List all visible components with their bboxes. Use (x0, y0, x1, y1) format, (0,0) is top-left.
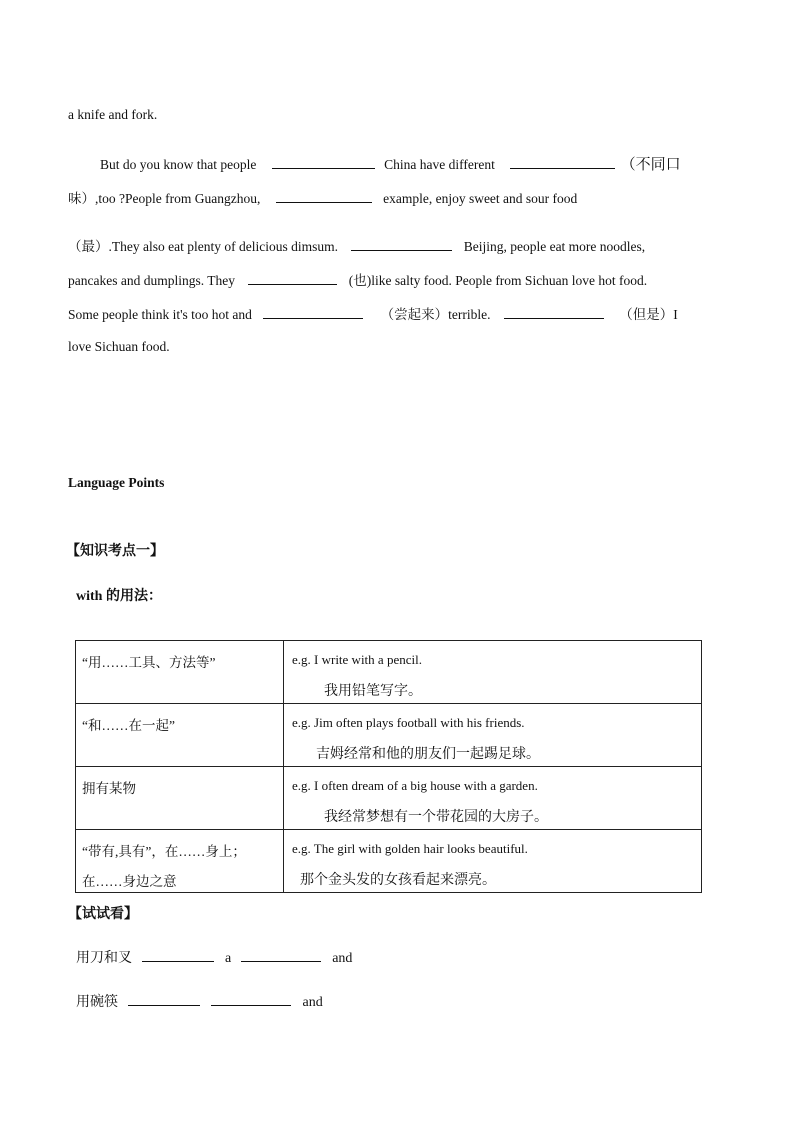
passage-text: 味）,too ?People from Guangzhou, (68, 191, 261, 206)
fill-blank[interactable] (276, 190, 372, 203)
usage-example-cell (284, 641, 702, 704)
table-row (76, 830, 702, 893)
passage-text: pancakes and dumplings. They (68, 273, 235, 288)
fill-blank[interactable] (510, 156, 615, 169)
passage-line-7 (68, 340, 170, 354)
passage-text: But do you know that people (100, 157, 257, 172)
usage-example-cell (284, 704, 702, 767)
usage-meaning-cell (76, 704, 284, 767)
section-title: Language Points (68, 475, 165, 490)
with-usage-table (75, 640, 702, 893)
usage-meaning: 拥有某物 (82, 781, 136, 796)
example-english: e.g. The girl with golden hair looks beautiful. (292, 841, 528, 856)
usage-meaning-cell (76, 830, 284, 893)
try-question-2 (76, 993, 323, 1010)
fill-blank[interactable] (272, 156, 375, 169)
fill-blank[interactable] (263, 306, 363, 319)
try-question-1 (76, 949, 352, 966)
fill-blank[interactable] (248, 272, 337, 285)
example-english: e.g. I write with a pencil. (292, 652, 422, 667)
passage-line-2 (100, 156, 681, 173)
fill-blank[interactable] (142, 949, 214, 962)
fill-blank[interactable] (211, 993, 291, 1006)
passage-text: love Sichuan food. (68, 339, 170, 354)
fill-blank[interactable] (504, 306, 604, 319)
passage-text: example, enjoy sweet and sour food (383, 191, 578, 206)
passage-line-5 (68, 272, 647, 288)
passage-text: (也)like salty food. People from Sichuan love hot food. (348, 273, 648, 288)
example-chinese: 我经常梦想有一个带花园的大房子。 (324, 810, 548, 825)
passage-text: （不同口 (620, 157, 681, 173)
question-text: a (225, 951, 232, 966)
example-english: e.g. I often dream of a big house with a garden. (292, 778, 538, 793)
table-row (76, 641, 702, 704)
usage-example-cell (284, 830, 702, 893)
usage-meaning: “用……工具、方法等” (82, 655, 216, 670)
usage-meaning-cell (76, 767, 284, 830)
usage-meaning: “带有,具有”，在……身上； (82, 844, 246, 859)
example-chinese: 我用铅笔写字。 (324, 684, 422, 699)
fill-blank[interactable] (241, 949, 321, 962)
usage-meaning-cell (76, 641, 284, 704)
fill-blank[interactable] (128, 993, 200, 1006)
passage-text: Some people think it's too hot and (68, 307, 252, 322)
passage-text: China have different (384, 157, 495, 172)
passage-text: （最）.They also eat plenty of delicious dimsum. (68, 239, 338, 254)
usage-meaning: “和……在一起” (82, 718, 175, 733)
passage-text: （但是）I (619, 307, 678, 322)
example-chinese: 吉姆经常和他的朋友们一起踢足球。 (316, 747, 540, 762)
question-text: and (302, 995, 323, 1010)
passage-line-4 (68, 238, 645, 254)
usage-meaning-continued: 在……身边之意 (82, 874, 177, 889)
example-chinese: 那个金头发的女孩看起来漂亮。 (300, 873, 496, 888)
usage-example-cell (284, 767, 702, 830)
knowledge-point-heading: 【知识考点一】 (66, 544, 164, 559)
passage-line-6 (68, 306, 678, 322)
question-label: 用刀和叉 (76, 951, 132, 966)
example-english: e.g. Jim often plays football with his friends. (292, 715, 525, 730)
question-text: and (332, 951, 353, 966)
passage-line-1 (68, 108, 157, 122)
passage-text: （尝起来）terrible. (380, 307, 491, 322)
passage-line-3 (68, 190, 577, 206)
question-label: 用碗筷 (76, 995, 118, 1010)
table-row (76, 767, 702, 830)
passage-text: Beijing, people eat more noodles, (463, 239, 646, 254)
passage-text: a knife and fork. (68, 107, 158, 122)
with-usage-heading: with 的用法： (76, 589, 162, 604)
try-it-heading: 【试试看】 (68, 907, 138, 922)
table-row (76, 704, 702, 767)
fill-blank[interactable] (351, 238, 452, 251)
